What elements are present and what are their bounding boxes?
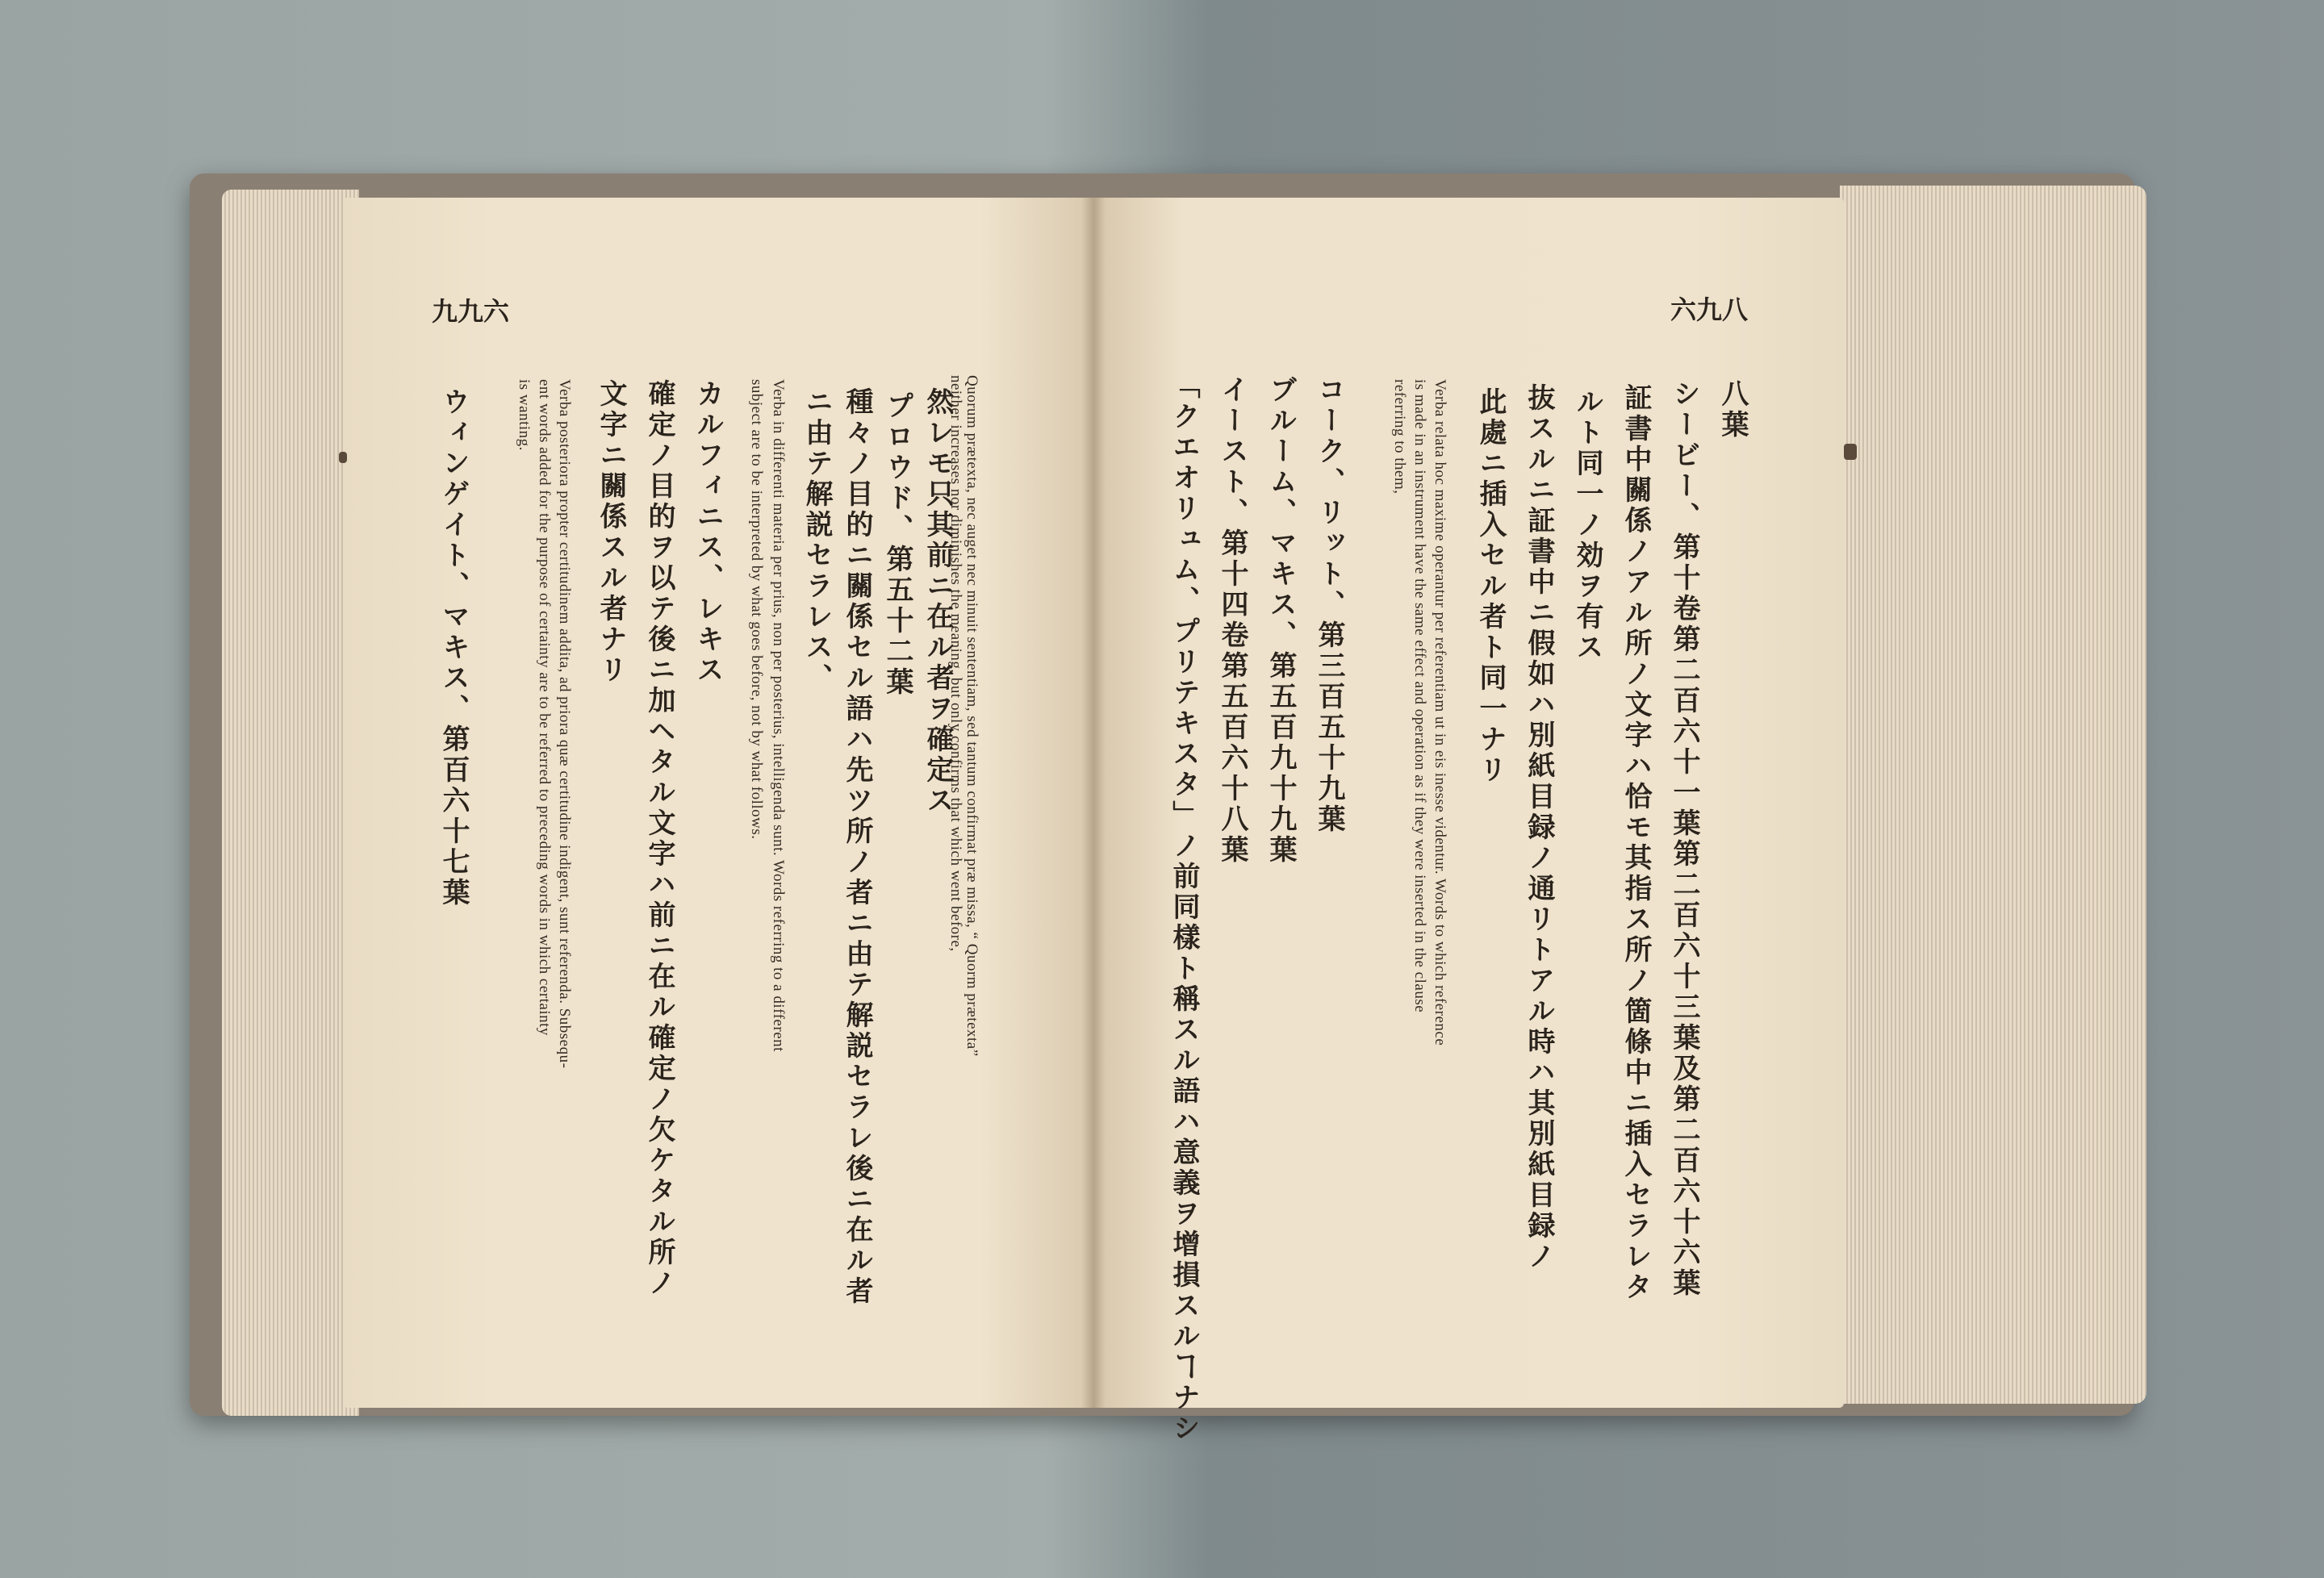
- text-column: ルト同一ノ効ヲ有ス: [1571, 387, 1603, 663]
- text-column: ブルーム、マキス、第五百九十九葉: [1264, 375, 1297, 866]
- text-column: is wanting.: [516, 379, 533, 451]
- text-column: subject are to be interpreted by what goes before, not by what follows.: [748, 379, 765, 840]
- page-mark: [339, 452, 347, 463]
- text-column: Verba posteriora propter certitudinem addita, ad priora quæ certitudine indigent, sunt referenda. Subsequ-: [556, 379, 573, 1069]
- text-column: イースト、第十四卷第五百六十八葉: [1216, 375, 1248, 866]
- text-column: コーク、リット、第三百五十九葉: [1313, 375, 1345, 835]
- text-column: 然レモ只其前ニ在ル者ヲ確定ス: [922, 387, 954, 816]
- text-column: neither increases nor diminishes the meaning, but only confirms that which went before,: [947, 375, 964, 952]
- text-column: 確定ノ目的ヲ以テ後ニ加ヘタル文字ハ前ニ在ル確定ノ欠ケタル所ノ: [643, 379, 675, 1299]
- text-column: 文字ニ關係スル者ナリ: [595, 379, 627, 686]
- text-column: 抜スルニ証書中ニ假如ハ別紙目録ノ通リトアル時ハ其別紙目録ノ: [1523, 383, 1555, 1272]
- text-column: カルフィニス、レキス: [692, 379, 724, 686]
- text-column: ニ由テ解説セラレス、: [800, 387, 833, 694]
- page-mark: [1844, 444, 1857, 460]
- right-page-stack: [1840, 186, 2146, 1404]
- text-column: ウィンゲイト、マキス、第百六十七葉: [437, 387, 470, 908]
- book-gutter: [1081, 198, 1106, 1408]
- text-column: プロウド、第五十二葉: [881, 391, 913, 698]
- left-page-number: 九九六: [432, 296, 510, 327]
- text-column: is made in an instrument have the same effect and operation as if they were inserted in the clause: [1411, 379, 1428, 1013]
- text-column: 「クエオリュム、プリテキスタ」ノ前同樣ト稱スル語ハ意義ヲ增損スルヿナシ: [1168, 371, 1200, 1444]
- right-page-number: 六九八: [1670, 294, 1749, 325]
- text-column: Quorum prætexta, nec auget nec minuit sententiam, sed tantum confirmat præ missa, “ Quorm prætexta”: [963, 375, 980, 1057]
- text-column: 此處ニ插入セル者ト同一ナリ: [1474, 387, 1507, 786]
- text-column: 八葉: [1716, 379, 1749, 440]
- left-page-stack: [222, 190, 359, 1416]
- text-column: Verba in differenti materia per prius, non per posterius, intelligenda sunt. Words referring to a different: [770, 379, 787, 1052]
- text-column: Verba relata hoc maxime operantur per referentiam ut in eis inesse videntur. Words to which reference: [1432, 379, 1448, 1046]
- text-column: 種々ノ目的ニ關係セル語ハ先ツ所ノ者ニ由テ解説セラレ後ニ在ル者: [841, 387, 873, 1307]
- text-column: シービー、第十卷第二百六十一葉第二百六十三葉及第二百六十六葉: [1668, 379, 1700, 1299]
- text-column: 証書中關係ノアル所ノ文字ハ恰モ其指ス所ノ箇條中ニ插入セラレタ: [1620, 383, 1652, 1303]
- text-column: referring to them,: [1391, 379, 1408, 495]
- text-column: ent words added for the purpose of certainty are to be referred to preceding words in which certainty: [536, 379, 553, 1036]
